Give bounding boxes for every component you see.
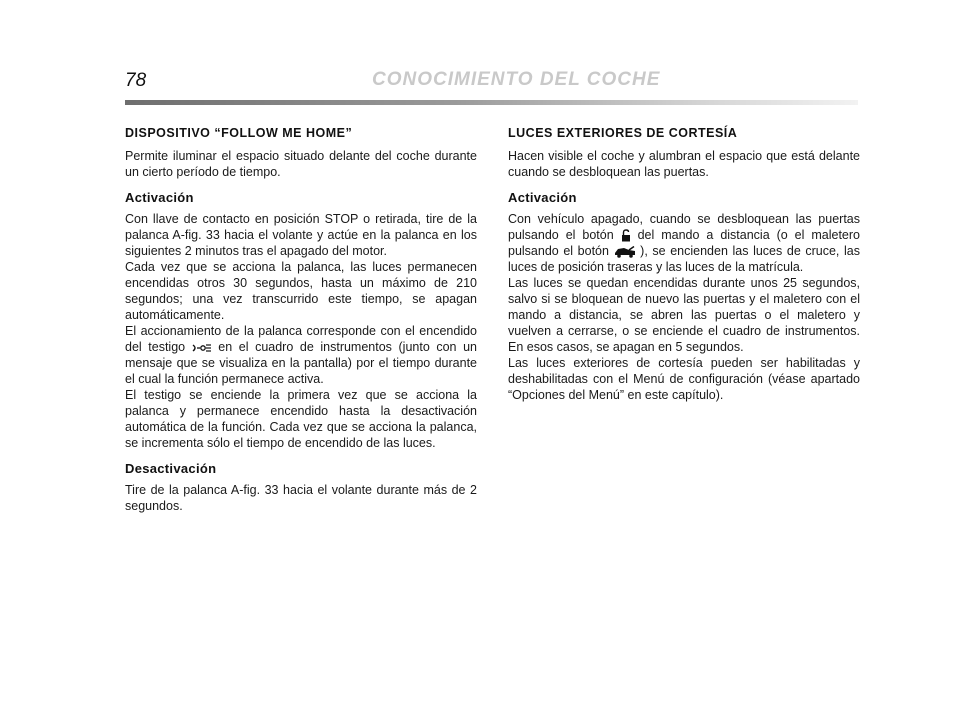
- activation-heading: Activación: [125, 190, 194, 205]
- follow-me-home-intro: Permite iluminar el espacio situado delante del coche durante un cierto período de tiempo.: [125, 149, 477, 179]
- car-trunk-icon: [614, 246, 636, 258]
- activation-paragraph-1: Con llave de contacto en posición STOP o retirada, tire de la palanca A-fig. 33 hacia el volante y actúe en la palanca en los siguientes 2 minutos tras el apagado del motor.: [125, 212, 477, 258]
- deactivation-heading: Desactivación: [125, 461, 217, 476]
- courtesy-p1-text-b: del mando a distancia (o el maletero pulsando el botón: [508, 228, 860, 258]
- courtesy-lights-heading: LUCES EXTERIORES DE CORTESÍA: [508, 126, 738, 140]
- courtesy-paragraph-2: Las luces se quedan encendidas durante unos 25 segundos, salvo si se bloquean de nuevo las puertas y el maletero con el mando a distancia, se abren las puertas o el maletero y vuelven a cerrarse, o se enciende el cuadro de instrumentos. En esos casos, se apagan en 5 segundos.: [508, 276, 860, 354]
- courtesy-paragraph-3: Las luces exteriores de cortesía pueden ser habilitadas y deshabilitadas con el Menú de configuración (véase apartado “Opciones del Menú” en este capítulo).: [508, 356, 860, 402]
- chapter-title: CONOCIMIENTO DEL COCHE: [372, 69, 661, 90]
- unlock-padlock-icon: [621, 229, 631, 242]
- courtesy-p1-text-a: Con vehículo apagado, cuando se desbloquean las puertas pulsando el botón: [508, 212, 860, 242]
- activation-p3-text-b: en el cuadro de instrumentos (junto con un mensaje que se visualiza en la pantalla) por el tiempo durante el cual la función permanece activa.: [125, 340, 477, 386]
- page-number: 78: [125, 70, 147, 91]
- activation-paragraph-4: El testigo se enciende la primera vez que se acciona la palanca y permanece encendido hasta la desactivación automática de la función. Cada vez que se acciona la palanca, se incrementa sólo el tiempo de encendido de las luces.: [125, 388, 477, 450]
- follow-me-home-warning-light-icon: [192, 343, 212, 353]
- activation-paragraph-3: [125, 323, 477, 387]
- follow-me-home-heading: DISPOSITIVO “FOLLOW ME HOME”: [125, 126, 353, 140]
- right-column: [508, 126, 860, 403]
- left-column: [125, 126, 477, 514]
- activation-paragraph-2: Cada vez que se acciona la palanca, las luces permanecen encendidas otros 30 segundos, hasta un máximo de 210 segundos; una vez transcurrido este tiempo, se apagan automáticamente.: [125, 260, 477, 322]
- courtesy-paragraph-1: [508, 211, 860, 275]
- courtesy-lights-intro: Hacen visible el coche y alumbran el espacio que está delante cuando se desbloquean las puertas.: [508, 149, 860, 179]
- activation-p3-text-a: El accionamiento de la palanca corresponde con el encendido del testigo: [125, 324, 477, 354]
- courtesy-activation-heading: Activación: [508, 190, 577, 205]
- courtesy-p1-text-c: ), se encienden las luces de cruce, las luces de posición traseras y las luces de la matrícula.: [508, 244, 860, 274]
- header-rule: [125, 100, 858, 105]
- deactivation-paragraph: Tire de la palanca A-fig. 33 hacia el volante durante más de 2 segundos.: [125, 483, 477, 513]
